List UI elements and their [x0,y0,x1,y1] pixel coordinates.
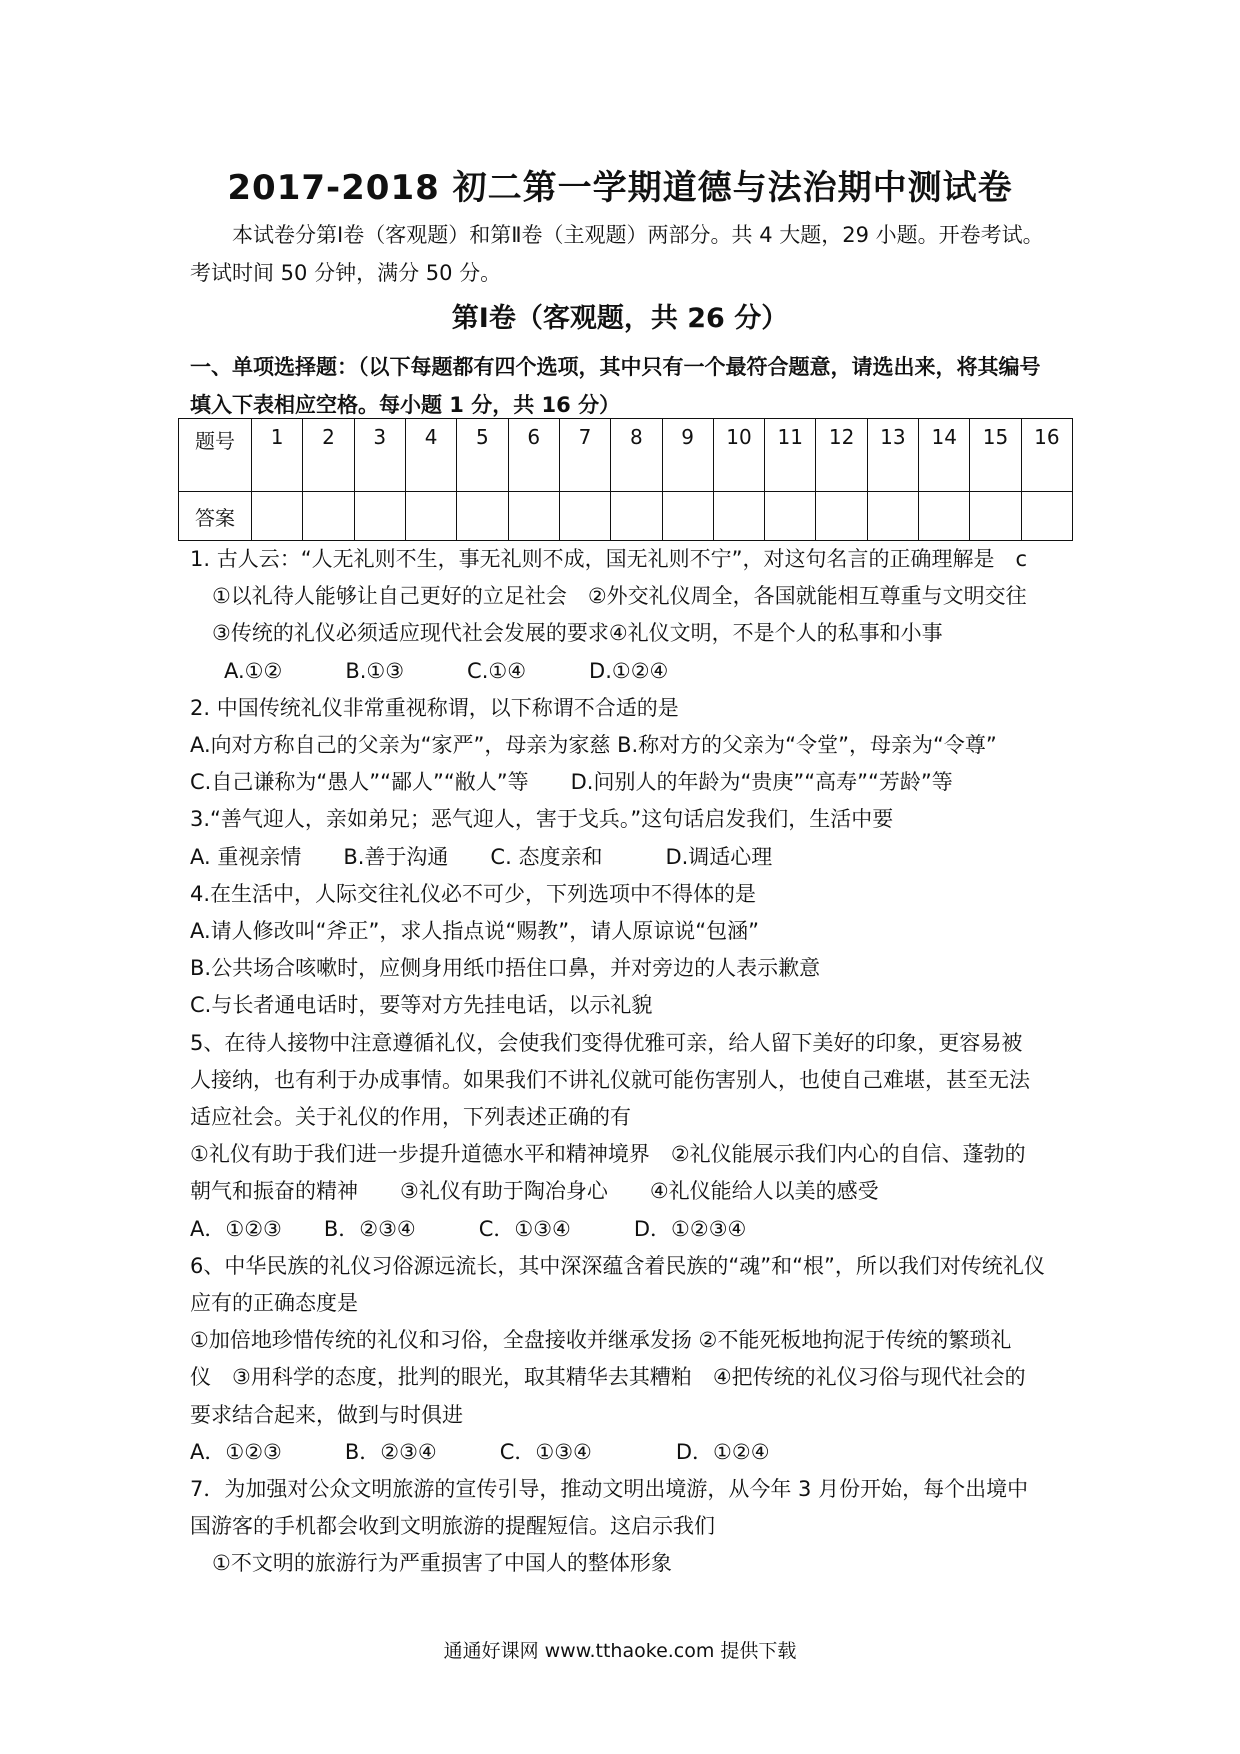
question-number-cell: 15 [970,419,1021,492]
question-line: ①以礼待人能够让自己更好的立足社会 ②外交礼仪周全，各国就能相互尊重与文明交往 [212,584,1027,609]
question-number-cell: 9 [662,419,713,492]
question-line: 要求结合起来，做到与时俱进 [190,1402,463,1427]
answer-cell[interactable] [354,492,405,541]
question-number-cell: 10 [713,419,764,492]
question-line: A．①②③ B．②③④ C．①③④ D．①②④ [190,1439,770,1464]
question-line: 国游客的手机都会收到文明旅游的提醒短信。这启示我们 [190,1514,715,1539]
answer-cell[interactable] [1021,492,1072,541]
page-footer: 通通好课网 www.tthaoke.com 提供下载 [443,1640,797,1662]
question-number-cell: 14 [919,419,970,492]
question-number-cell: 5 [457,419,508,492]
answer-row [179,492,1073,541]
question-line: 2. 中国传统礼仪非常重视称谓，以下称谓不合适的是 [190,695,679,720]
answer-cell[interactable] [252,492,303,541]
section-instruction: 一、单项选择题：（以下每题都有四个选项，其中只有一个最符合题意，请选出来，将其编号填入下表相应空格。每小题 1 分，共 16 分） [190,355,1041,417]
question-number-cell: 8 [611,419,662,492]
question-number-cell: 2 [303,419,354,492]
question-line: 7．为加强对公众文明旅游的宣传引导，推动文明出境游，从今年 3 月份开始，每个出境中 [190,1477,1029,1502]
exam-intro: 本试卷分第Ⅰ卷（客观题）和第Ⅱ卷（主观题）两部分。共 4 大题，29 小题。开卷考试。考试时间 50 分钟，满分 50 分。 [190,223,1044,285]
question-number-row [179,419,1073,492]
answer-table [178,418,1073,541]
question-number-cell: 11 [765,419,816,492]
question-line: B.公共场合咳嗽时，应侧身用纸巾捂住口鼻，并对旁边的人表示歉意 [190,956,821,981]
question-list [190,541,1070,1583]
answer-cell[interactable] [405,492,456,541]
answer-cell[interactable] [303,492,354,541]
question-line: A.向对方称自己的父亲为“家严”，母亲为家慈 B.称对方的父亲为“令堂”，母亲为“令尊” [190,733,997,758]
question-line: 人接纳，也有利于办成事情。如果我们不讲礼仪就可能伤害别人，也使自己难堪，甚至无法 [190,1067,1030,1092]
question-line: 3.“善气迎人，亲如弟兄；恶气迎人，害于戈兵。”这句话启发我们，生活中要 [190,807,894,832]
row-label-number: 题号 [179,419,252,492]
question-number-cell: 16 [1021,419,1072,492]
answer-cell[interactable] [508,492,559,541]
question-line: A.①② B.①③ C.①④ D.①②④ [224,658,669,683]
question-line: ①礼仪有助于我们进一步提升道德水平和精神境界 ②礼仪能展示我们内心的自信、蓬勃的 [190,1142,1026,1167]
question-number-cell: 1 [252,419,303,492]
question-number-cell: 12 [816,419,867,492]
question-line: C.自己谦称为“愚人”“鄙人”“敝人”等 D.问别人的年龄为“贵庚”“高寿”“芳龄”等 [190,770,953,795]
question-number-cell: 7 [559,419,610,492]
answer-cell[interactable] [611,492,662,541]
question-line: 应有的正确态度是 [190,1291,358,1316]
answer-cell[interactable] [765,492,816,541]
question-line: A.请人修改叫“斧正”，求人指点说“赐教”，请人原谅说“包涵” [190,919,759,944]
answer-cell[interactable] [919,492,970,541]
question-line: 4.在生活中，人际交往礼仪必不可少，下列选项中不得体的是 [190,881,757,906]
question-line: 仪 ③用科学的态度，批判的眼光，取其精华去其糟粕 ④把传统的礼仪习俗与现代社会的 [190,1365,1026,1390]
row-label-answer: 答案 [179,492,252,541]
answer-cell[interactable] [713,492,764,541]
question-line: C.与长者通电话时，要等对方先挂电话，以示礼貌 [190,993,653,1018]
question-line: ③传统的礼仪必须适应现代社会发展的要求④礼仪文明，不是个人的私事和小事 [212,621,943,646]
exam-title: 2017-2018 初二第一学期道德与法治期中测试卷 [227,168,1013,208]
answer-cell[interactable] [662,492,713,541]
question-number-cell: 4 [405,419,456,492]
answer-cell[interactable] [867,492,918,541]
section-title: 第Ⅰ卷（客观题，共 26 分） [451,303,789,334]
answer-cell[interactable] [816,492,867,541]
question-number-cell: 3 [354,419,405,492]
question-number-cell: 6 [508,419,559,492]
answer-cell[interactable] [559,492,610,541]
question-line: 6、中华民族的礼仪习俗源远流长，其中深深蕴含着民族的“魂”和“根”，所以我们对传统礼仪 [190,1253,1045,1278]
answer-cell[interactable] [457,492,508,541]
question-line: A．①②③ B．②③④ C．①③④ D．①②③④ [190,1216,747,1241]
question-number-cell: 13 [867,419,918,492]
question-line: ①不文明的旅游行为严重损害了中国人的整体形象 [212,1551,672,1576]
question-line: 朝气和振奋的精神 ③礼仪有助于陶冶身心 ④礼仪能给人以美的感受 [190,1179,879,1204]
question-line: 1. 古人云：“人无礼则不生，事无礼则不成，国无礼则不宁”，对这句名言的正确理解是 c [190,547,1028,571]
question-line: 5、在待人接物中注意遵循礼仪，会使我们变得优雅可亲，给人留下美好的印象，更容易被 [190,1030,1023,1055]
question-line: 适应社会。关于礼仪的作用，下列表述正确的有 [190,1105,631,1130]
answer-cell[interactable] [970,492,1021,541]
question-line: ①加倍地珍惜传统的礼仪和习俗，全盘接收并继承发扬 ②不能死板地拘泥于传统的繁琐礼 [190,1328,1012,1353]
question-line: A. 重视亲情 B.善于沟通 C. 态度亲和 D.调适心理 [190,844,773,869]
